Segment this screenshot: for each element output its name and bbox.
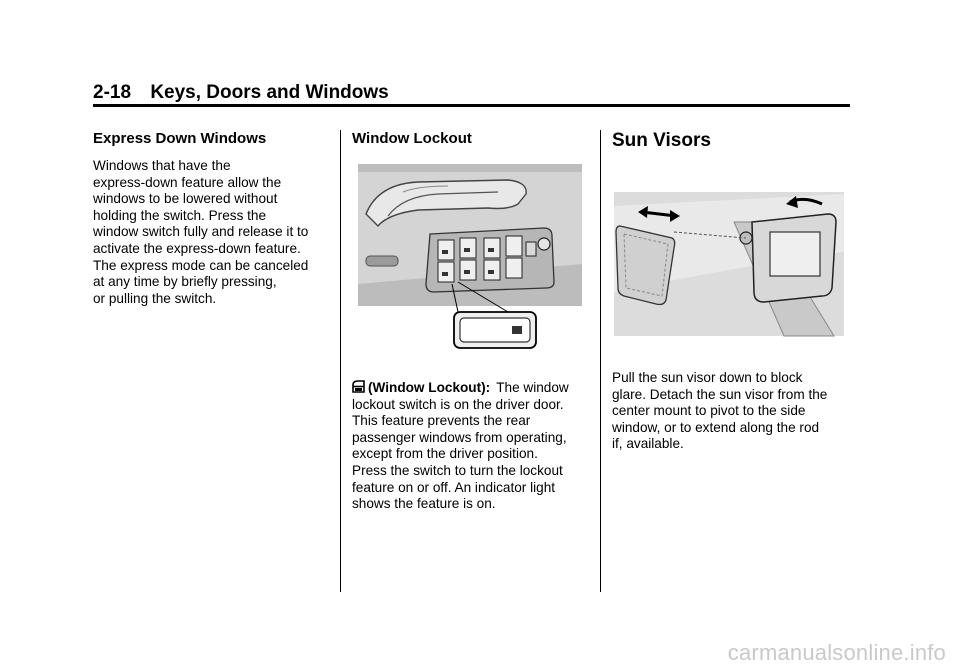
body-line: shows the feature is on. — [352, 496, 496, 512]
body-line: The window — [496, 380, 569, 395]
window-lockout-icon — [352, 380, 365, 393]
body-line: Press the switch to turn the lockout — [352, 462, 563, 478]
sun-visor-illustration — [614, 192, 846, 338]
body-line: lockout switch is on the driver door. — [352, 396, 564, 412]
body-line: The express mode can be canceled — [93, 257, 309, 273]
page-header — [93, 83, 850, 103]
body-line: This feature prevents the rear — [352, 413, 531, 429]
window-lockout-term: (Window Lockout): — [368, 380, 491, 395]
body-line: windows to be lowered without — [93, 191, 278, 207]
body-line: holding the switch. Press the — [93, 207, 267, 223]
column-divider — [340, 130, 341, 592]
window-lockout-body — [352, 380, 592, 513]
sun-visors-heading: Sun Visors — [612, 130, 711, 151]
body-line: express-down feature allow the — [93, 174, 282, 190]
column-divider — [600, 130, 601, 592]
body-line: window switch fully and release it to — [93, 224, 309, 240]
body-line: except from the driver position. — [352, 446, 538, 462]
window-lockout-heading: Window Lockout — [352, 130, 472, 147]
body-line: glare. Detach the sun visor from the — [612, 386, 828, 402]
door-switch-illustration — [358, 164, 590, 360]
body-line: or pulling the switch. — [93, 290, 217, 306]
watermark: carmanualsonline.info — [727, 640, 946, 665]
header-rule — [93, 104, 850, 107]
body-line: Windows that have the — [93, 158, 231, 173]
express-down-section — [93, 130, 333, 307]
body-line: at any time by briefly pressing, — [93, 274, 277, 290]
body-line: center mount to pivot to the side — [612, 403, 806, 419]
body-line: if, available. — [612, 436, 684, 452]
window-lockout-section — [352, 130, 592, 513]
body-line: activate the express-down feature. — [93, 240, 301, 256]
sun-visors-section — [612, 130, 852, 453]
section-title: Keys, Doors and Windows — [150, 82, 389, 103]
express-down-heading: Express Down Windows — [93, 130, 267, 147]
body-line: window, or to extend along the rod — [612, 419, 820, 435]
body-line: feature on or off. An indicator light — [352, 479, 556, 495]
sun-visors-body — [612, 370, 852, 453]
body-line: Pull the sun visor down to block — [612, 370, 803, 385]
body-line: passenger windows from operating, — [352, 429, 567, 445]
page-number: 2-18 — [93, 82, 132, 103]
express-down-body — [93, 158, 333, 307]
